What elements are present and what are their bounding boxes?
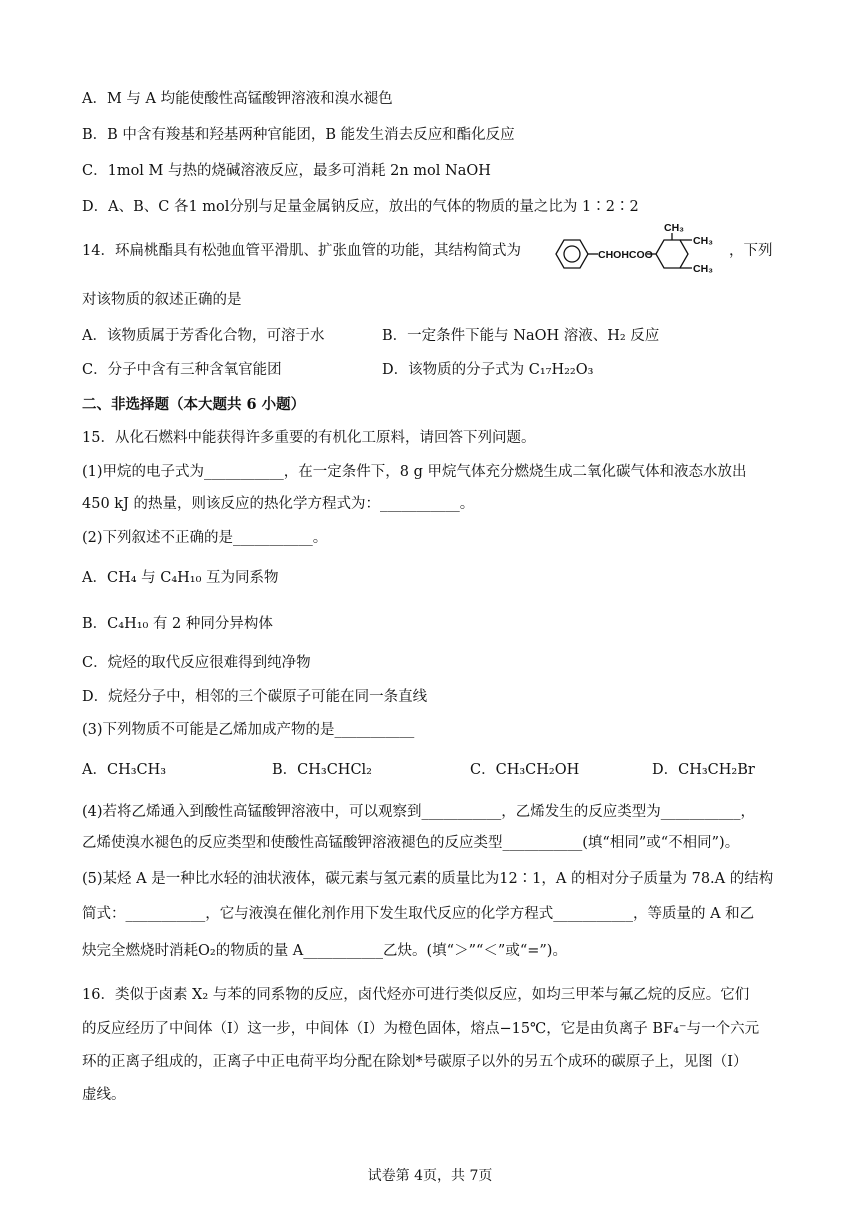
section-title: 二、非选择题（本大题共 6 小题） — [82, 396, 306, 413]
q15-part2-option-a: A．CH₄ 与 C₄H₁₀ 互为同系物 — [82, 570, 279, 586]
q15-part5-line1: (5)某烃 A 是一种比水轻的油状液体，碳元素与氢元素的质量比为12∶1，A 的相对分子质量为 78.A 的结构 — [82, 871, 774, 887]
q15-stem: 15．从化石燃料中能获得许多重要的有机化工原料，请回答下列问题。 — [82, 430, 536, 446]
q16-line2: 的反应经历了中间体（I）这一步，中间体（I）为橙色固体，熔点−15℃，它是由负离子 BF₄⁻与一个六元 — [82, 1021, 760, 1037]
q15-part3-option-b: B．CH₃CHCl₂ — [272, 762, 372, 778]
q15-part3-option-a: A．CH₃CH₃ — [82, 762, 167, 778]
cyclandelate-structure — [544, 222, 724, 280]
q15-part1-line2: 450 kJ 的热量，则该反应的热化学方程式为：___________。 — [82, 496, 475, 512]
methyl-mid: CH₃ — [693, 235, 714, 247]
benzene-aromatic-circle — [564, 246, 580, 262]
q15-part3-option-d: D．CH₃CH₂Br — [652, 762, 755, 778]
q15-part4-line2: 乙烯使溴水褪色的反应类型和使酸性高锰酸钾溶液褪色的反应类型___________(填“相同”或“不相同”)。 — [82, 835, 740, 851]
q15-part4-line1: (4)若将乙烯通入到酸性高锰酸钾溶液中，可以观察到___________，乙烯发生的反应类型为___________， — [82, 804, 756, 820]
q15-part1-line1: (1)甲烷的电子式为___________，在一定条件下，8 g 甲烷气体充分燃烧生成二氧化碳气体和液态水放出 — [82, 464, 747, 480]
q13-option-d: D．A、B、C 各1 mol分别与足量金属钠反应，放出的气体的物质的量之比为 1∶2∶2 — [82, 199, 639, 215]
q14-option-a: A．该物质属于芳香化合物，可溶于水 — [82, 328, 325, 344]
q13-option-a: A．M 与 A 均能使酸性高锰酸钾溶液和溴水褪色 — [82, 91, 393, 107]
q16-line4: 虚线。 — [82, 1087, 126, 1103]
methyl-top: CH₃ — [664, 222, 685, 234]
methyl-bottom: CH₃ — [693, 263, 714, 275]
q14-stem-line2: 对该物质的叙述正确的是 — [82, 292, 242, 308]
q16-line3: 环的正离子组成的，正离子中正电荷平均分配在除划*号碳原子以外的另五个成环的碳原子上，见图（I） — [82, 1054, 748, 1070]
cyclohexane-ring — [656, 240, 688, 268]
benzene-ring — [556, 240, 588, 268]
q14-option-d: D．该物质的分子式为 C₁₇H₂₂O₃ — [382, 362, 594, 378]
q15-part3: (3)下列物质不可能是乙烯加成产物的是___________ — [82, 722, 415, 738]
q13-option-c: C．1mol M 与热的烧碱溶液反应，最多可消耗 2n mol NaOH — [82, 163, 491, 179]
q16-line1: 16．类似于卤素 X₂ 与苯的同系物的反应，卤代烃亦可进行类似反应，如均三甲苯与氟乙烷的反应。它们 — [82, 987, 750, 1003]
q15-part2-option-c: C．烷烃的取代反应很难得到纯净物 — [82, 655, 311, 671]
q15-part2-option-b: B．C₄H₁₀ 有 2 种同分异构体 — [82, 616, 273, 632]
q15-part5-line3: 炔完全燃烧时消耗O₂的物质的量 A___________乙炔。(填“＞”“＜”或“=”)。 — [82, 943, 567, 959]
q14-option-c: C．分子中含有三种含氧官能团 — [82, 362, 282, 378]
q14-stem-end: ，下列 — [729, 243, 773, 259]
page-footer: 试卷第 4页，共 7页 — [367, 1168, 493, 1184]
q15-part2-option-d: D．烷烃分子中，相邻的三个碳原子可能在同一条直线 — [82, 689, 428, 705]
q13-option-b: B．B 中含有羧基和羟基两种官能团，B 能发生消去反应和酯化反应 — [82, 127, 515, 143]
q14-stem-start: 14．环扁桃酯具有松弛血管平滑肌、扩张血管的功能，其结构简式为 — [82, 243, 521, 259]
q15-part5-line2: 简式：___________，它与液溴在催化剂作用下发生取代反应的化学方程式___________，等质量的 A 和乙 — [82, 906, 755, 922]
q15-part3-option-c: C．CH₃CH₂OH — [470, 762, 580, 778]
chain-label: CHOHCOO — [598, 249, 653, 261]
q15-part2: (2)下列叙述不正确的是___________。 — [82, 530, 328, 546]
q14-option-b: B．一定条件下能与 NaOH 溶液、H₂ 反应 — [382, 328, 660, 344]
